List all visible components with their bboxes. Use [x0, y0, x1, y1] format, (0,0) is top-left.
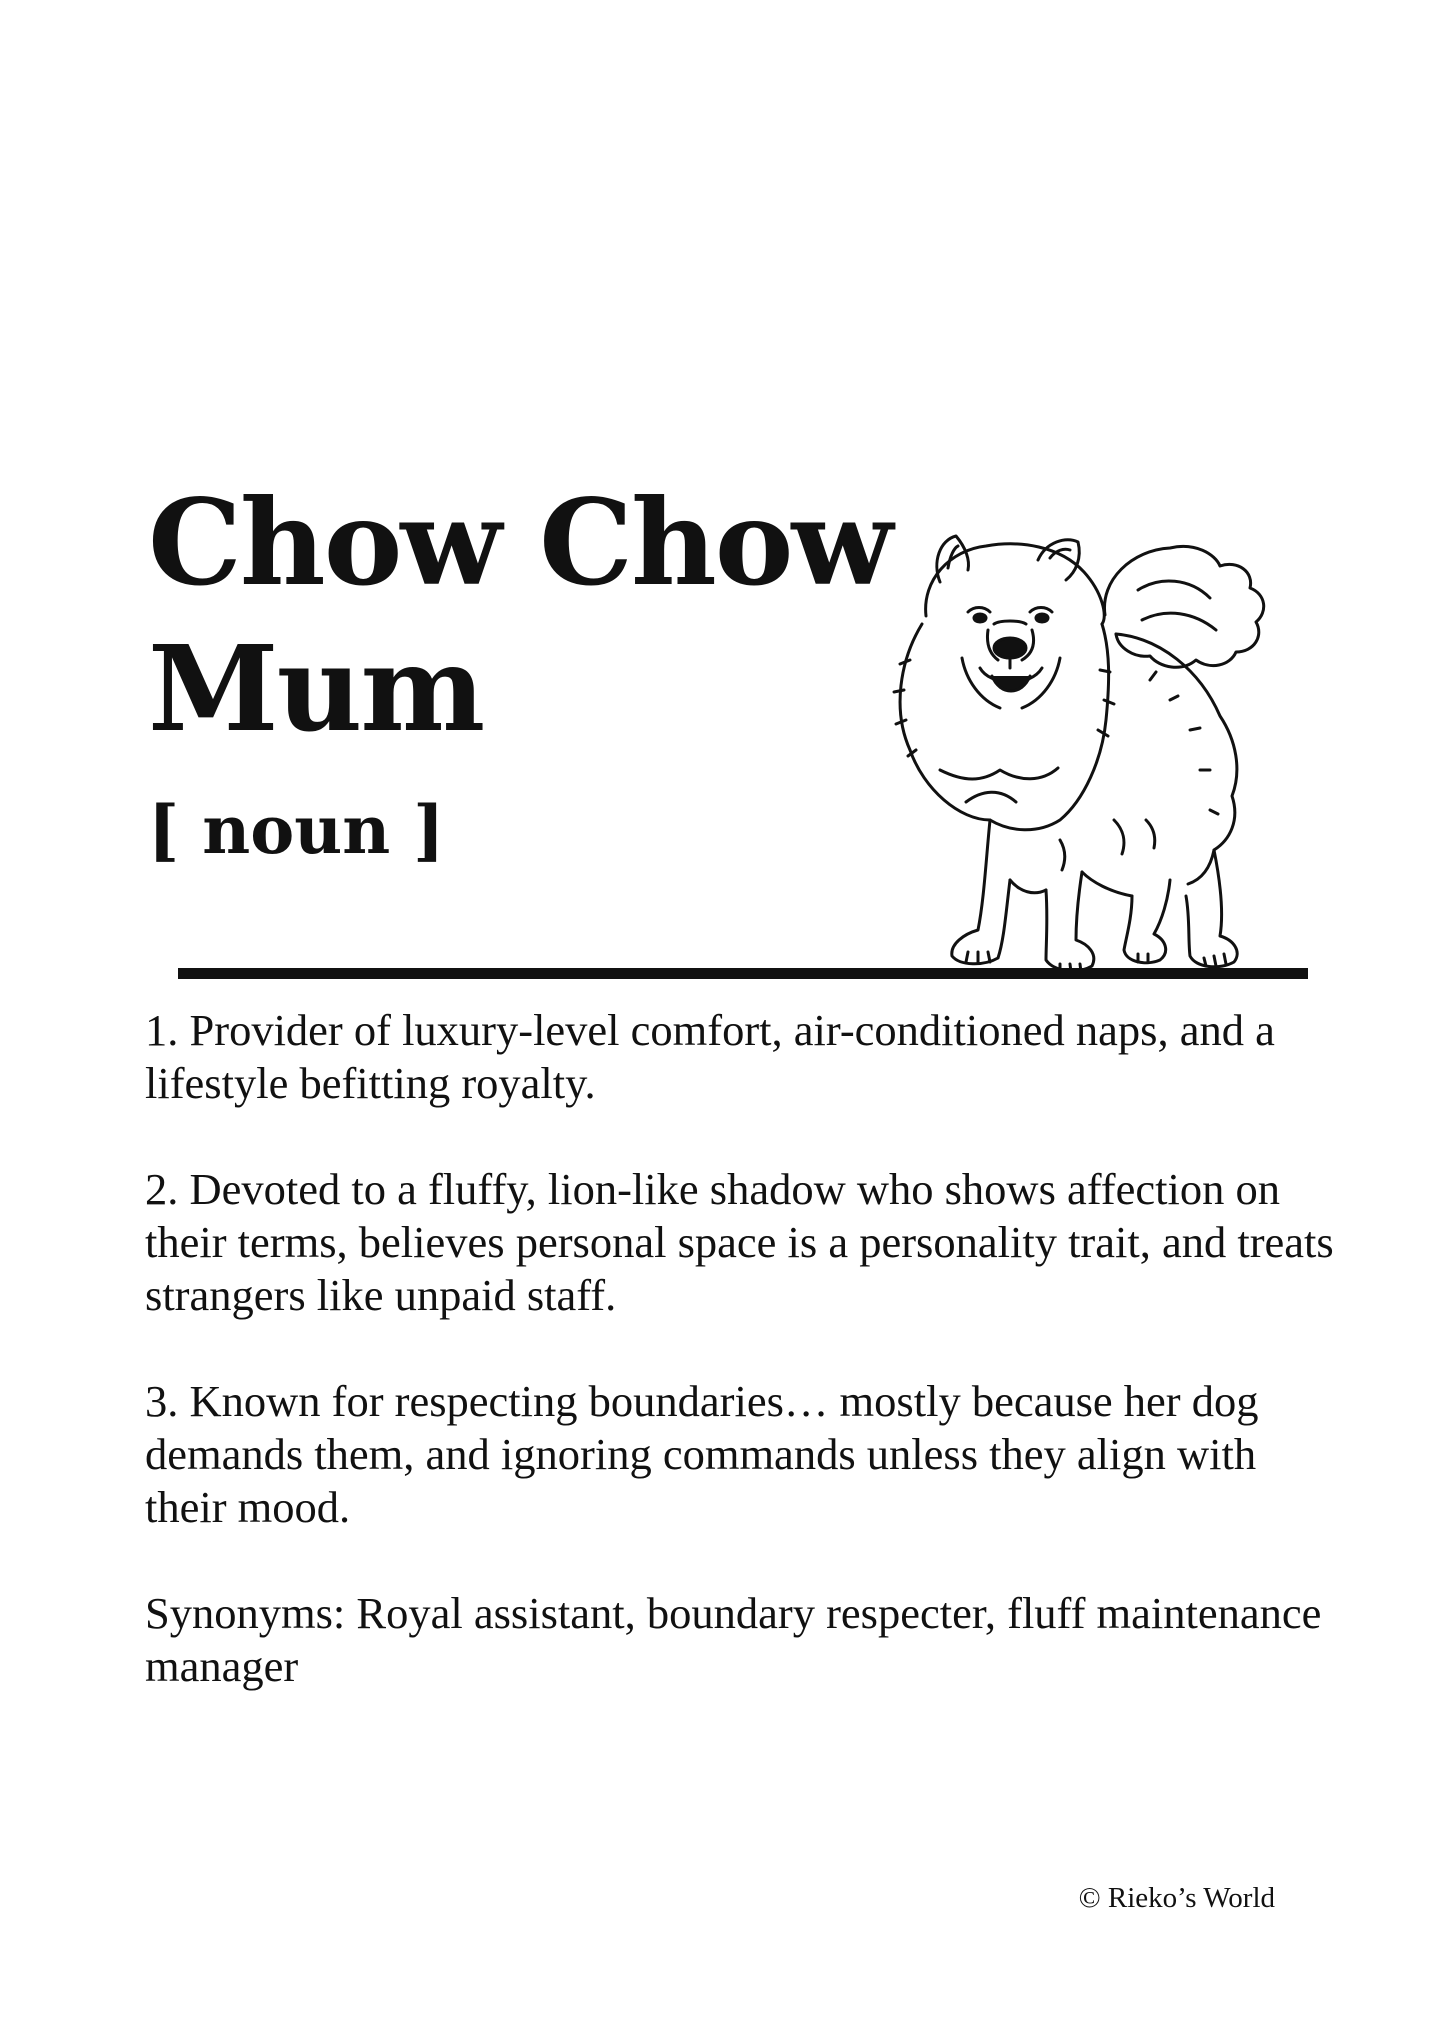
definition-3: 3. Known for respecting boundaries… mostly because her dog demands them, and ignoring commands unless they align with their mood. [145, 1376, 1259, 1532]
title-line-1: Chow Chow [148, 473, 892, 612]
title-line-2: Mum [148, 619, 484, 758]
divider-rule [178, 968, 1308, 979]
synonyms: Synonyms: Royal assistant, boundary respecter, fluff maintenance manager [145, 1588, 1322, 1691]
definitions [145, 1004, 1335, 1693]
page-title [148, 470, 891, 762]
definition-1: 1. Provider of luxury-level comfort, air-conditioned naps, and a lifestyle befitting royalty. [145, 1005, 1275, 1108]
copyright-notice: © Rieko’s World [1078, 1882, 1275, 1914]
part-of-speech: [ noun ] [148, 791, 445, 869]
chow-chow-dog-icon [870, 520, 1310, 980]
definition-2: 2. Devoted to a fluffy, lion-like shadow who shows affection on their terms, believes personal space is a personality trait, and treats strangers like unpaid staff. [145, 1164, 1334, 1320]
